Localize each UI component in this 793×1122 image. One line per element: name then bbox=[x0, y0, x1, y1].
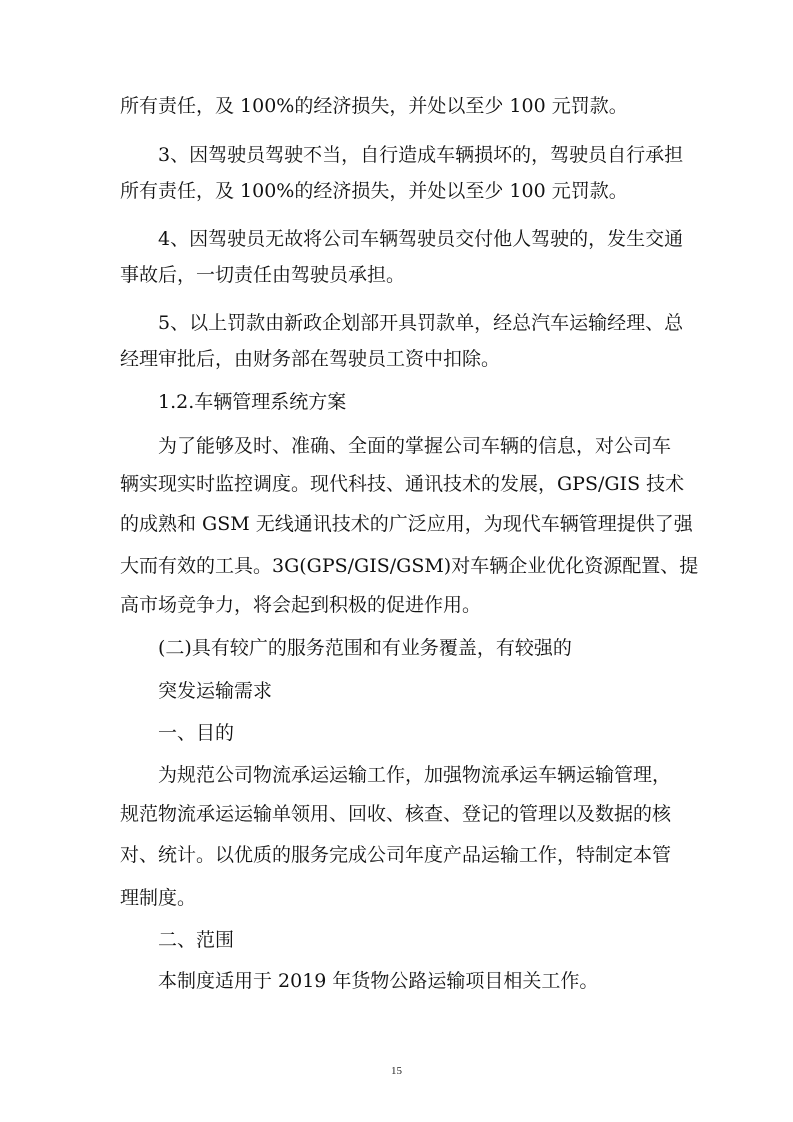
text-line-1: 所有责任，及 100%的经济损失，并处以至少 100 元罚款。 bbox=[120, 95, 628, 117]
section-heading-vehicle-management: 1.2.车辆管理系统方案 bbox=[158, 391, 347, 413]
text-line-10: 辆实现实时监控调度。现代科技、通讯技术的发展，GPS/GIS 技术 bbox=[120, 473, 685, 495]
text-line-17: 为规范公司物流承运运输工作，加强物流承运车辆运输管理， bbox=[158, 764, 672, 786]
section-heading-continuation: 突发运输需求 bbox=[158, 680, 273, 702]
text-line-12: 大而有效的工具。3G(GPS/GIS/GSM)对车辆企业优化资源配置、提 bbox=[120, 555, 699, 577]
text-line-19: 对、统计。以优质的服务完成公司年度产品运输工作，特制定本管 bbox=[120, 844, 672, 866]
text-line-6: 5、以上罚款由新政企划部开具罚款单，经总汽车运输经理、总 bbox=[158, 312, 684, 334]
text-line-22: 本制度适用于 2019 年货物公路运输项目相关工作。 bbox=[158, 970, 599, 992]
section-heading-service-scope: (二)具有较广的服务范围和有业务覆盖，有较强的 bbox=[158, 637, 572, 659]
text-line-11: 的成熟和 GSM 无线通讯技术的广泛应用，为现代车辆管理提供了强 bbox=[120, 513, 693, 535]
page-number: 15 bbox=[391, 1065, 402, 1077]
text-line-13: 高市场竞争力，将会起到积极的促进作用。 bbox=[120, 594, 482, 616]
text-line-9: 为了能够及时、准确、全面的掌握公司车辆的信息，对公司车 bbox=[158, 435, 672, 457]
text-line-2: 3、因驾驶员驾驶不当，自行造成车辆损坏的，驾驶员自行承担 bbox=[158, 144, 684, 166]
text-line-5: 事故后，一切责任由驾驶员承担。 bbox=[120, 264, 406, 286]
section-heading-purpose: 一、目的 bbox=[158, 722, 235, 744]
text-line-4: 4、因驾驶员无故将公司车辆驾驶员交付他人驾驶的，发生交通 bbox=[158, 228, 684, 250]
text-line-3: 所有责任，及 100%的经济损失，并处以至少 100 元罚款。 bbox=[120, 180, 628, 202]
section-heading-scope: 二、范围 bbox=[158, 929, 235, 951]
text-line-7: 经理审批后，由财务部在驾驶员工资中扣除。 bbox=[120, 348, 501, 370]
text-line-18: 规范物流承运运输单领用、回收、核查、登记的管理以及数据的核 bbox=[120, 803, 672, 825]
text-line-20: 理制度。 bbox=[120, 887, 197, 909]
